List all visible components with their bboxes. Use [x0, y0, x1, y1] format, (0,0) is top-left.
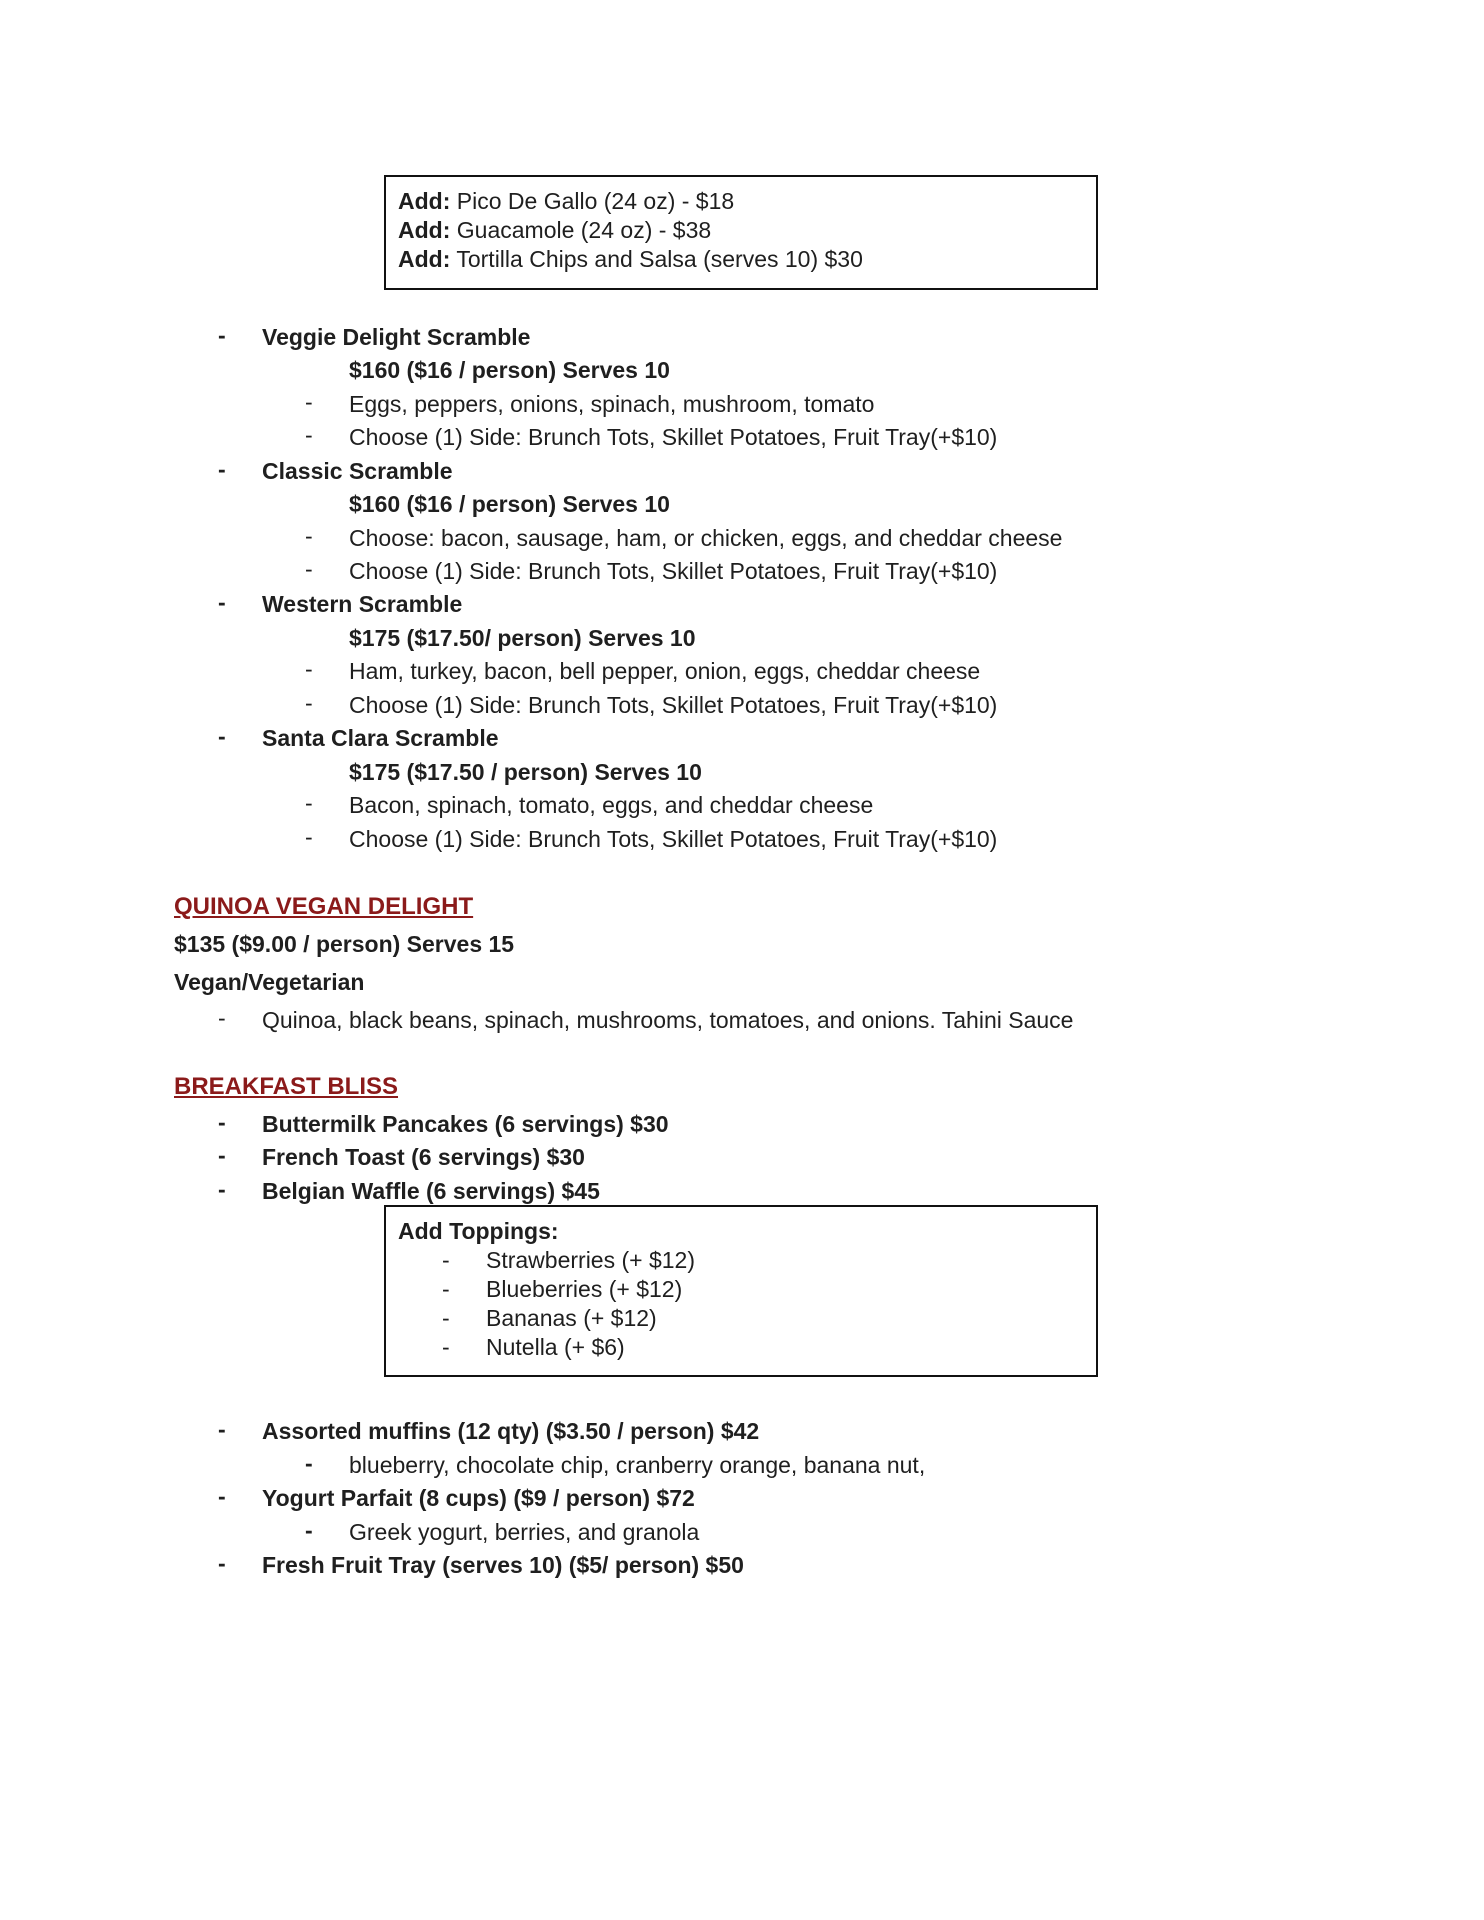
section-heading-breakfast: BREAKFAST BLISS [174, 1073, 399, 1100]
topping-label: Bananas (+ $12) [486, 1305, 657, 1331]
topping-item [398, 1304, 1084, 1333]
addon-label: Add: [398, 188, 451, 214]
addon-text: Pico De Gallo (24 oz) - $18 [456, 188, 735, 214]
addon-text: Guacamole (24 oz) - $38 [456, 217, 712, 243]
scramble-name: Santa Clara Scramble [262, 725, 499, 751]
bullet-dash: - [305, 656, 313, 682]
scramble-detail: Choose (1) Side: Brunch Tots, Skillet Potatoes, Fruit Tray(+$10) [349, 826, 998, 852]
bullet-dash: - [305, 1450, 313, 1476]
bullet-dash: - [305, 556, 313, 582]
bullet-dash: - [218, 1550, 226, 1576]
quinoa-detail: Quinoa, black beans, spinach, mushrooms, tomatoes, and onions. Tahini Sauce [262, 1007, 1074, 1033]
toppings-title: Add Toppings: [398, 1218, 559, 1244]
breakfast-item-parfait: Yogurt Parfait (8 cups) ($9 / person) $72 [262, 1485, 695, 1511]
scramble-price: $160 ($16 / person) Serves 10 [349, 357, 670, 383]
topping-item [398, 1333, 1084, 1362]
bullet-dash: - [218, 1005, 226, 1031]
addon-label: Add: [398, 217, 451, 243]
addons-box [384, 175, 1098, 290]
bullet-dash: - [218, 1109, 226, 1135]
addon-line [398, 187, 1084, 216]
scramble-name: Classic Scramble [262, 458, 453, 484]
breakfast-item: French Toast (6 servings) $30 [262, 1144, 585, 1170]
parfait-detail: Greek yogurt, berries, and granola [349, 1519, 700, 1545]
toppings-box [384, 1205, 1098, 1377]
scramble-price: $160 ($16 / person) Serves 10 [349, 491, 670, 517]
bullet-dash: - [442, 1247, 450, 1273]
scramble-detail: Ham, turkey, bacon, bell pepper, onion, eggs, cheddar cheese [349, 658, 981, 684]
scramble-price: $175 ($17.50/ person) Serves 10 [349, 625, 696, 651]
scramble-name: Western Scramble [262, 591, 463, 617]
topping-label: Blueberries (+ $12) [486, 1276, 683, 1302]
bullet-dash: - [218, 1176, 226, 1202]
topping-item [398, 1246, 1084, 1275]
scramble-detail: Choose: bacon, sausage, ham, or chicken, eggs, and cheddar cheese [349, 525, 1063, 551]
muffins-detail: blueberry, chocolate chip, cranberry orange, banana nut, [349, 1452, 926, 1478]
bullet-dash: - [218, 1142, 226, 1168]
bullet-dash: - [305, 1517, 313, 1543]
topping-item [398, 1275, 1084, 1304]
scramble-detail: Choose (1) Side: Brunch Tots, Skillet Potatoes, Fruit Tray(+$10) [349, 692, 998, 718]
scramble-detail: Choose (1) Side: Brunch Tots, Skillet Potatoes, Fruit Tray(+$10) [349, 424, 998, 450]
bullet-dash: - [305, 824, 313, 850]
addon-text: Tortilla Chips and Salsa (serves 10) $30 [456, 246, 863, 272]
topping-label: Nutella (+ $6) [486, 1334, 625, 1360]
bullet-dash: - [305, 523, 313, 549]
addon-line [398, 216, 1084, 245]
bullet-dash: - [305, 790, 313, 816]
addon-line [398, 245, 1084, 274]
bullet-dash: - [218, 322, 226, 348]
breakfast-item: Buttermilk Pancakes (6 servings) $30 [262, 1111, 669, 1137]
breakfast-item-muffins: Assorted muffins (12 qty) ($3.50 / person) $42 [262, 1418, 760, 1444]
bullet-dash: - [305, 389, 313, 415]
scramble-price: $175 ($17.50 / person) Serves 10 [349, 759, 702, 785]
bullet-dash: - [218, 1416, 226, 1442]
scramble-name: Veggie Delight Scramble [262, 324, 531, 350]
scramble-detail: Bacon, spinach, tomato, eggs, and cheddar cheese [349, 792, 874, 818]
section-heading-quinoa: QUINOA VEGAN DELIGHT [174, 893, 474, 920]
breakfast-item-fruit: Fresh Fruit Tray (serves 10) ($5/ person) $50 [262, 1552, 744, 1578]
bullet-dash: - [218, 456, 226, 482]
scramble-detail: Choose (1) Side: Brunch Tots, Skillet Potatoes, Fruit Tray(+$10) [349, 558, 998, 584]
quinoa-tag: Vegan/Vegetarian [174, 969, 365, 995]
bullet-dash: - [442, 1334, 450, 1360]
bullet-dash: - [305, 422, 313, 448]
bullet-dash: - [218, 1483, 226, 1509]
bullet-dash: - [442, 1305, 450, 1331]
bullet-dash: - [442, 1276, 450, 1302]
bullet-dash: - [305, 690, 313, 716]
breakfast-item: Belgian Waffle (6 servings) $45 [262, 1178, 600, 1204]
bullet-dash: - [218, 589, 226, 615]
bullet-dash: - [218, 723, 226, 749]
quinoa-price: $135 ($9.00 / person) Serves 15 [174, 931, 515, 957]
topping-label: Strawberries (+ $12) [486, 1247, 695, 1273]
scramble-detail: Eggs, peppers, onions, spinach, mushroom, tomato [349, 391, 875, 417]
addon-label: Add: [398, 246, 451, 272]
